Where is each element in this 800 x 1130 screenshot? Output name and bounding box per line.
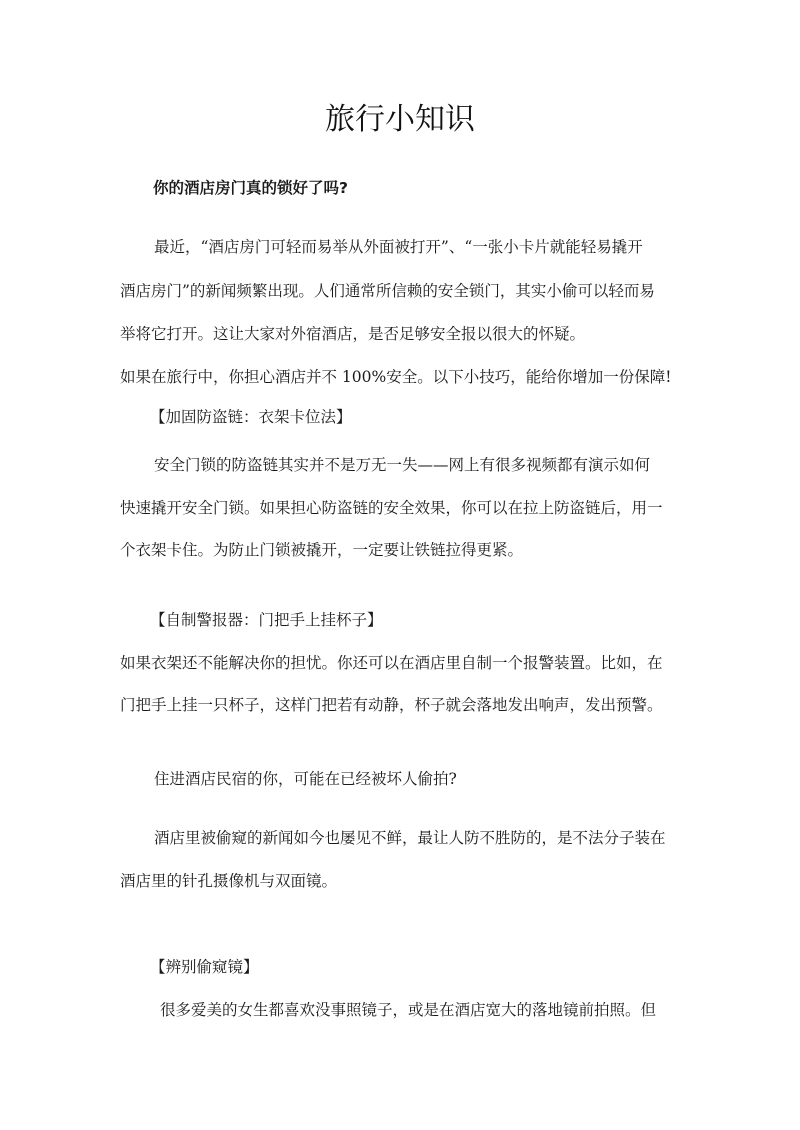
paragraph-line: 酒店房门”的新闻频繁出现。人们通常所信赖的安全锁门，其实小偷可以轻而易	[120, 282, 655, 300]
paragraph-line: 酒店里被偷窥的新闻如今也屡见不鲜，最让人防不胜防的，是不法分子装在	[154, 829, 666, 847]
page-title: 旅行小知识	[325, 102, 475, 137]
paragraph-line: 如果衣架还不能解决你的担忧。你还可以在酒店里自制一个报警装置。比如，在	[120, 654, 663, 672]
section-heading-door-lock: 你的酒店房门真的锁好了吗?	[153, 179, 348, 197]
subheading-diy-alarm: 【自制警报器：门把手上挂杯子】	[150, 611, 383, 629]
paragraph-line: 安全门锁的防盗链其实并不是万无一失——网上有很多视频都有演示如何	[154, 456, 651, 474]
paragraph-line: 举将它打开。这让大家对外宿酒店，是否足够安全报以很大的怀疑。	[120, 325, 586, 343]
paragraph-line: 门把手上挂一只杯子，这样门把若有动静，杯子就会落地发出响声，发出预警。	[120, 696, 663, 714]
paragraph-line: 快速撬开安全门锁。如果担心防盗链的安全效果，你可以在拉上防盗链后，用一	[120, 499, 663, 517]
subheading-security-chain: 【加固防盗链：衣架卡位法】	[150, 408, 352, 426]
paragraph-line: 很多爱美的女生都喜欢没事照镜子，或是在酒店宽大的落地镜前拍照。但	[160, 1001, 657, 1019]
paragraph-line: 如果在旅行中，你担心酒店并不 100%安全。以下小技巧，能给你增加一份保障!	[120, 368, 672, 386]
paragraph-line: 个衣架卡住。为防止门锁被撬开，一定要让铁链拉得更紧。	[120, 541, 524, 559]
paragraph-line: 酒店里的针孔摄像机与双面镜。	[120, 872, 338, 890]
paragraph-line: 最近，“酒店房门可轻而易举从外面被打开”、“一张小卡片就能轻易撬开	[154, 238, 643, 256]
subheading-spy-mirror: 【辨别偷窥镜】	[150, 958, 259, 976]
section-heading-hidden-camera: 住进酒店民宿的你，可能在已经被坏人偷拍?	[154, 770, 457, 788]
